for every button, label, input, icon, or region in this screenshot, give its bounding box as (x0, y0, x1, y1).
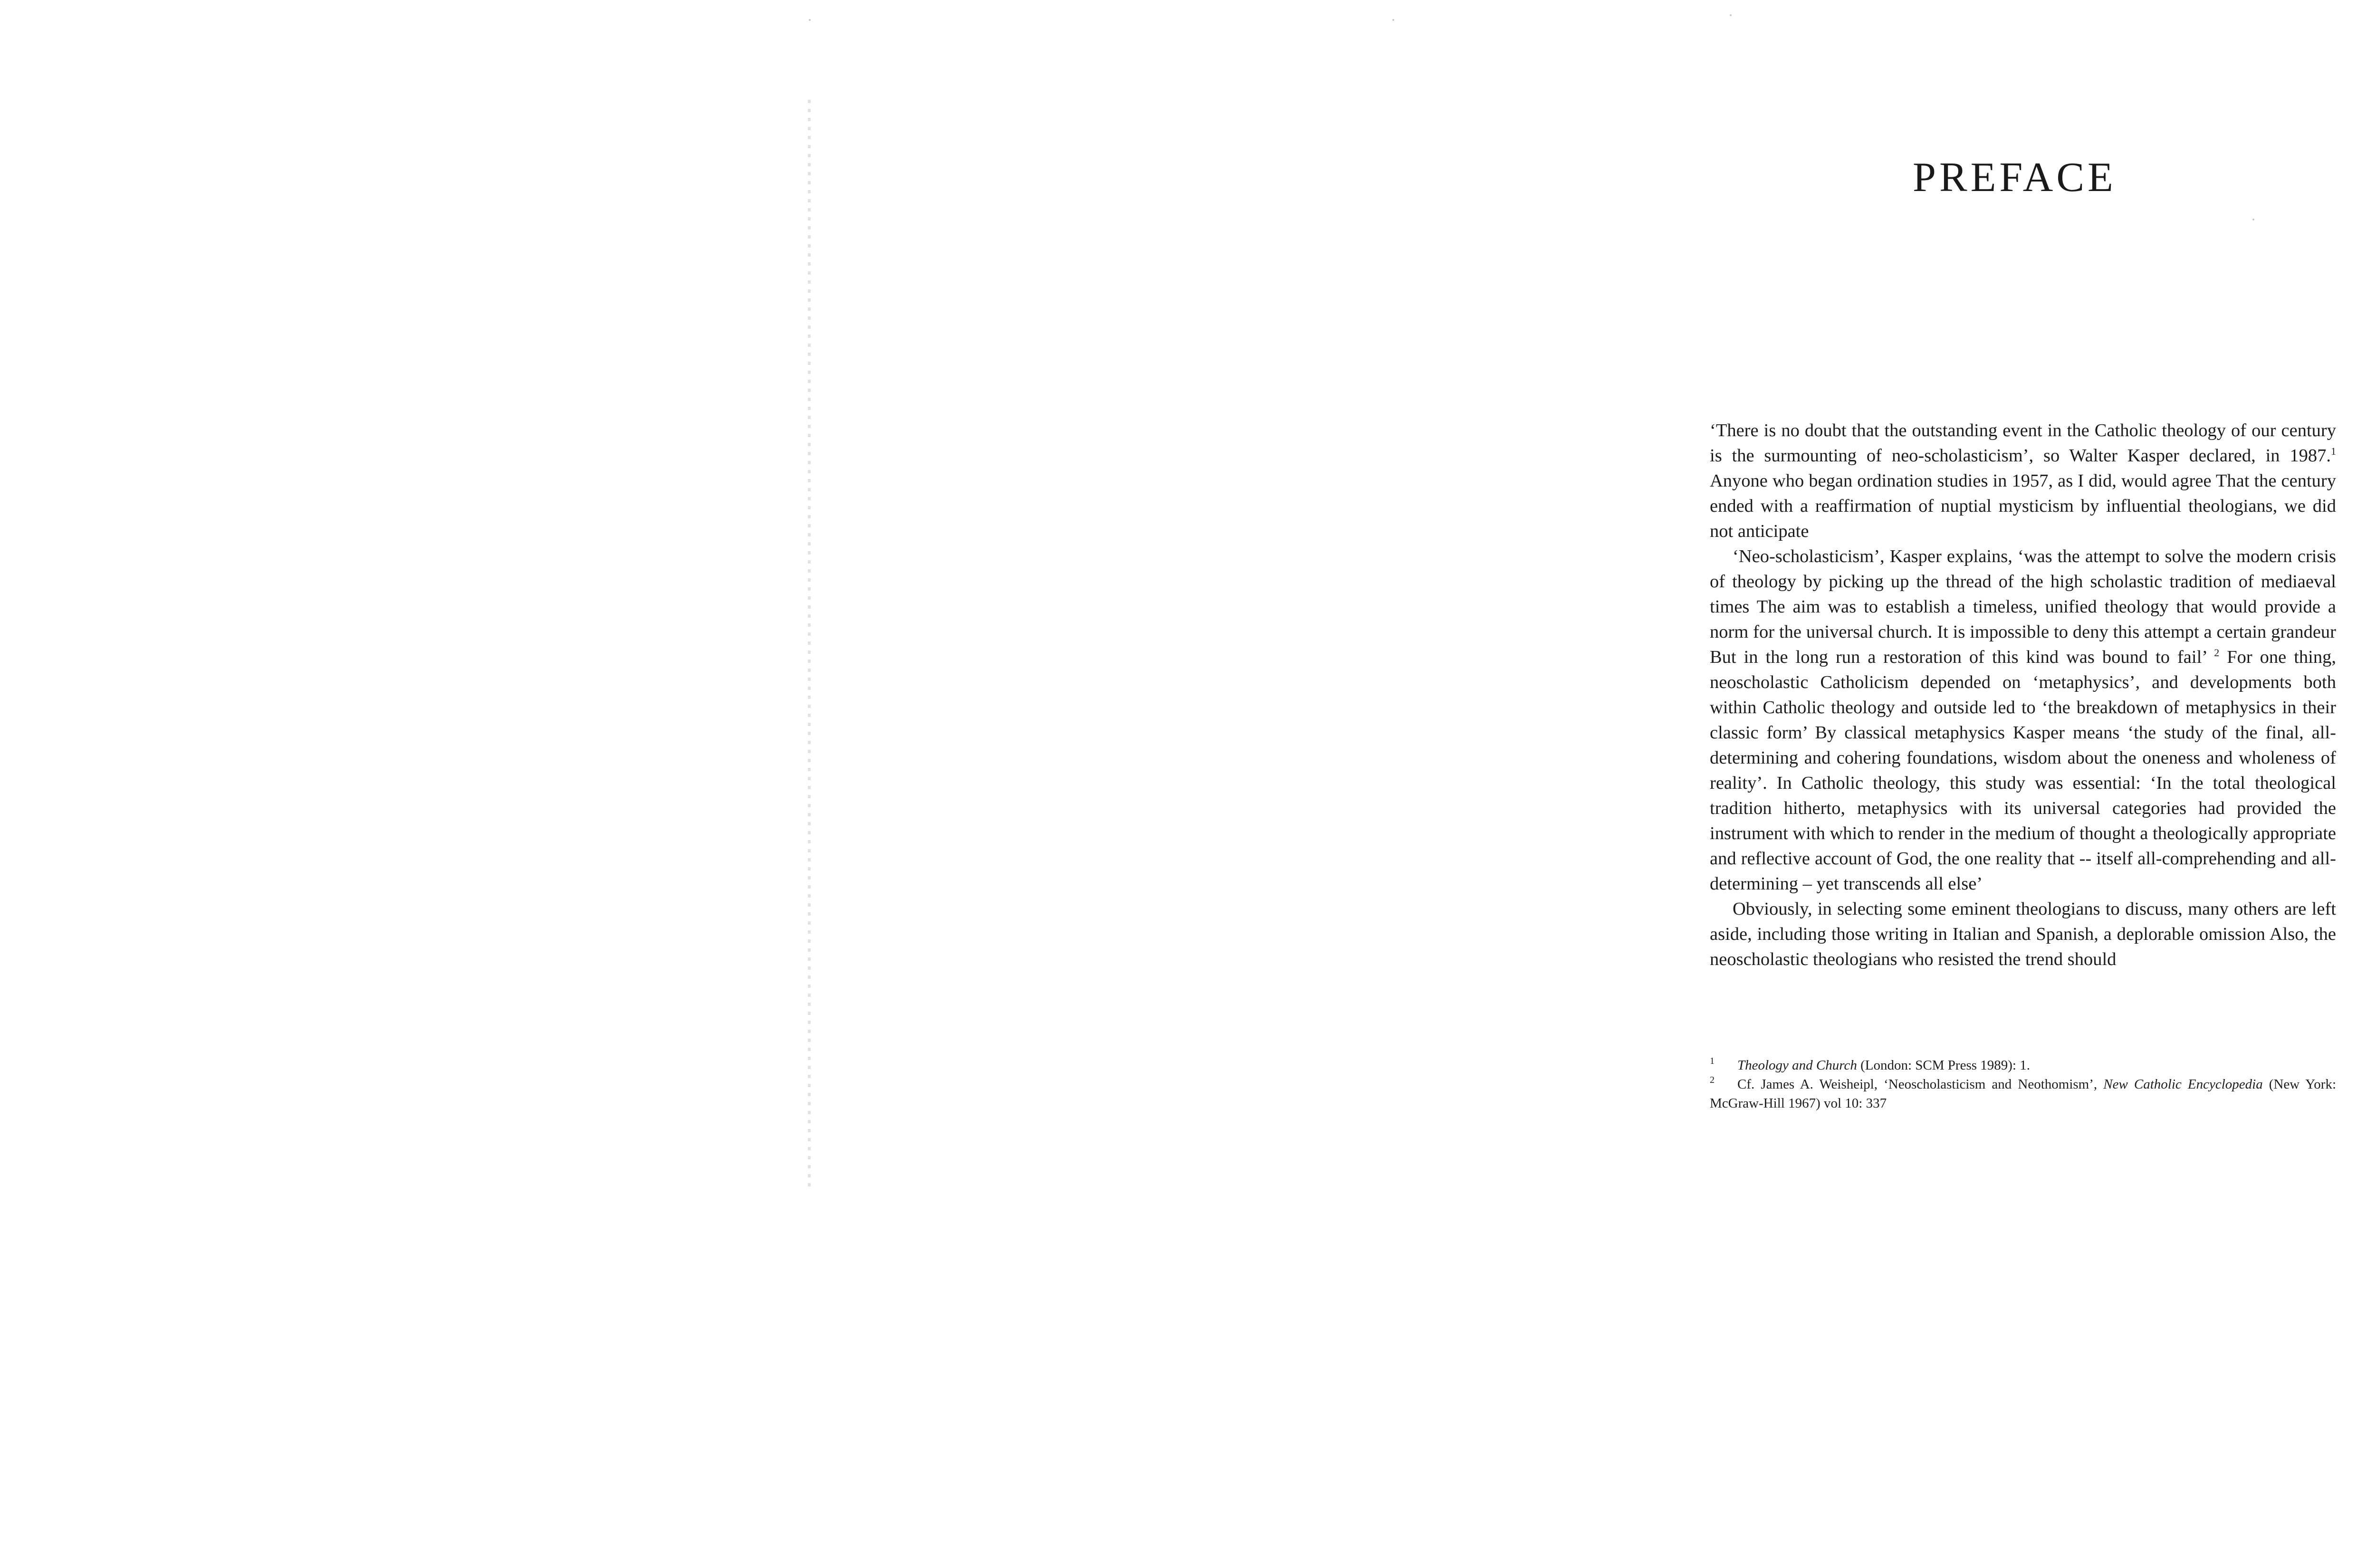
scan-edge-artifact (808, 100, 811, 1188)
footnote-text: (New York: McGraw-Hill 1967) vol 10: 337 (1710, 1077, 2336, 1111)
footnote-ref-1[interactable]: 1 (2331, 445, 2336, 457)
paragraph-1-text-b: Anyone who began ordination studies in 1957, as I did, would agree That the century ended with a reaffirmation of nuptial mysticism by influential theologians, we did not anticipate (1710, 471, 2336, 541)
footnote-1: 1 Theology and Church (London: SCM Press 1989): 1. (1710, 1056, 2030, 1073)
footnote-title: New Catholic Encyclopedia (2103, 1077, 2263, 1092)
footnote-lead: Cf. James A. Weisheipl, ‘Neoscholasticism and Neothomism’, (1737, 1077, 2104, 1092)
footnote-ref-2[interactable]: 2 (2214, 647, 2220, 659)
footnote-text: (London: SCM Press 1989): 1. (1857, 1058, 2030, 1073)
preface-body (1710, 418, 2336, 972)
paragraph-2-text-a: ‘Neo-scholasticism’, Kasper explains, ‘was the attempt to solve the modern crisis of theology by picking up the thread of the high scholastic tradition of mediaeval times The aim was to establish a timeless, unified theology that would provide a norm for the universal church. It is impossible to deny this attempt a certain grandeur But in the long run a restoration of this kind was bound to fail’ (1710, 546, 2336, 667)
footnote-2: 2 Cf. James A. Weisheipl, ‘Neoscholasticism and Neothomism’, New Catholic Encyclopedia (New York: McGraw-Hill 1967) vol 10: 337 (1710, 1075, 2336, 1111)
scan-speck (1392, 19, 1394, 21)
paragraph-2 (1710, 544, 2336, 897)
footnote-title: Theology and Church (1737, 1058, 1857, 1073)
paragraph-1-text-a: ‘There is no doubt that the outstanding event in the Catholic theology of our century is the surmounting of neo-scholasticism’, so Walter Kasper declared, in 1987. (1710, 421, 2336, 466)
scan-speck (1730, 14, 1732, 16)
paragraph-2-text-b: For one thing, neoscholastic Catholicism depended on ‘metaphysics’, and developments both within Catholic theology and outside led to ‘the breakdown of metaphysics in their classic form’ By classical metaphysics Kasper means ‘the study of the final, all-determining and cohering foundations, wisdom about the oneness and wholeness of reality’. In Catholic theology, this study was essential: ‘In the total theological tradition hitherto, metaphysics with its universal categories had provided the instrument with which to render in the medium of thought a theologically appropriate and reflective account of God, the one reality that -- itself all-comprehending and all-determining – yet transcends all else’ (1710, 647, 2336, 894)
paragraph-1 (1710, 418, 2336, 544)
scan-speck (809, 19, 811, 21)
footnotes (1710, 1056, 2336, 1113)
paragraph-3: Obviously, in selecting some eminent theologians to discuss, many others are left aside, including those writing in Italian and Spanish, a deplorable omission Also, the neoscholastic theologians who resisted the trend should (1710, 899, 2336, 969)
page-title: PREFACE (1913, 154, 2117, 201)
scan-speck (2252, 219, 2254, 220)
